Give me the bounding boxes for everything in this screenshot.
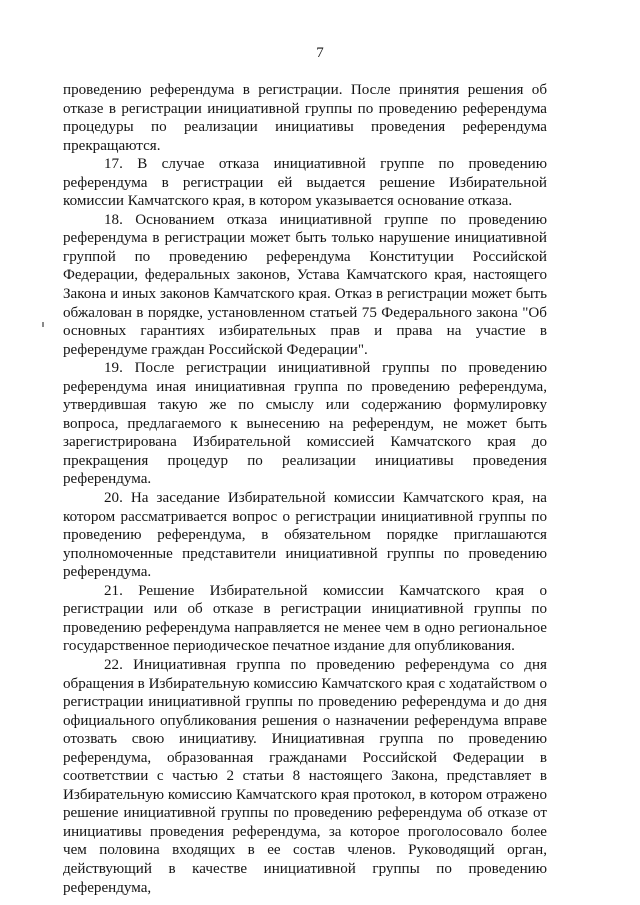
paragraph-continuation: проведению референдума в регистрации. После принятия решения об отказе в регистрации инициативной группы по проведению референдума процедуры по реализации инициативы проведения референдума прекращаются. xyxy=(63,82,547,154)
document-body xyxy=(63,81,547,897)
page-number: 7 xyxy=(316,45,324,61)
paragraph-22: 22. Инициативная группа по проведению референдума со дня обращения в Избирательную комиссию Камчатского края с ходатайством о регистрации инициативной группы по проведению референдума и до дня официального опубликования решения о назначении референдума вправе отозвать свою инициативу. Инициативная группа по проведению референдума, образованная гражданами Российской Федерации в соответствии с частью 2 статьи 8 настоящего Закона, представляет в Избирательную комиссию Камчатского края протокол, в котором отражено решение инициативной группы по проведению референдума об отказе от инициативы проведения референдума, за которое проголосовало более чем половина входящих в ее состав членов. Руководящий орган, действующий в качестве инициативной группы по проведению референдума, xyxy=(63,656,548,896)
paragraph-17: 17. В случае отказа инициативной группе по проведению референдума в регистрации ей выдается решение Избирательной комиссии Камчатского края, в котором указывается основание отказа. xyxy=(63,156,547,210)
paragraph-20: 20. На заседание Избирательной комиссии Камчатского края, на котором рассматривается вопрос о регистрации инициативной группы по проведению референдума, в обязательном порядке приглашаются уполномоченные представители инициативной группы по проведению референдума. xyxy=(63,490,547,581)
paragraph-18: 18. Основанием отказа инициативной группе по проведению референдума в регистрации может быть только нарушение инициативной группой по проведению референдума Конституции Российской Федерации, федеральных законов, Устава Камчатского края, настоящего Закона и иных законов Камчатского края. Отказ в регистрации может быть обжалован в порядке, установленном статьей 75 Федерального закона "Об основных гарантиях избирательных прав и права на участие в референдуме граждан Российской Федерации". xyxy=(63,211,547,358)
paragraph-21: 21. Решение Избирательной комиссии Камчатского края о регистрации или об отказе в регистрации инициативной группы по проведению референдума направляется не менее чем в одно региональное государственное периодическое печатное издание для опубликования. xyxy=(63,582,547,655)
margin-mark xyxy=(42,322,44,327)
paragraph-19: 19. После регистрации инициативной группы по проведению референдума иная инициативная группа по проведению референдума, утвердившая такую же по смыслу или содержанию формулировку вопроса, предлагаемого к вынесению на референдум, не может быть зарегистрирована Избирательной комиссией Камчатского края до прекращения процедур по реализации инициативы проведения референдума. xyxy=(63,360,547,488)
